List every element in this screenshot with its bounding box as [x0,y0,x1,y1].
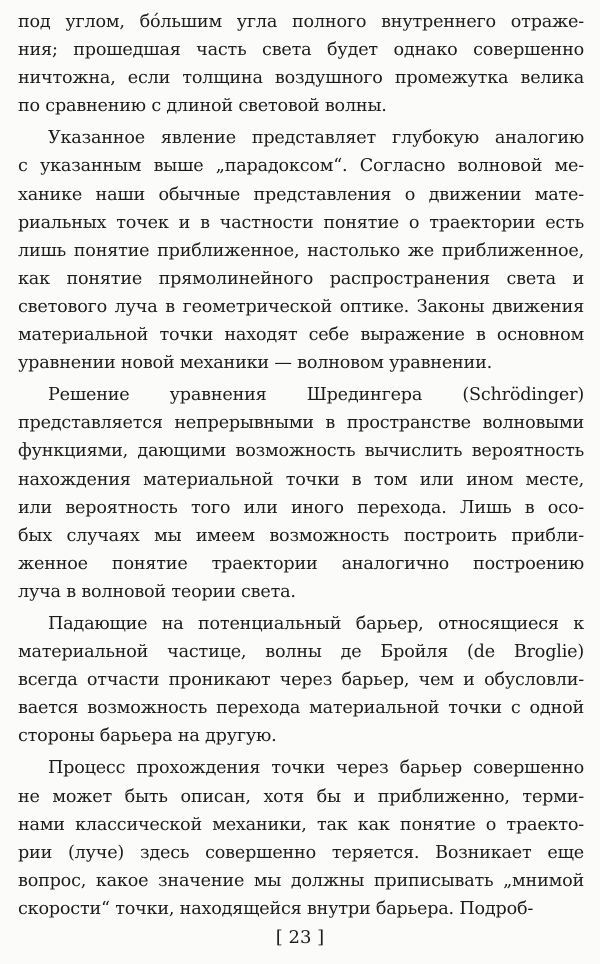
text-line: женное понятие траектории аналогично построению [18,553,584,574]
text-line: рии (луче) здесь совершенно теряется. Возникает еще [18,842,584,863]
text-line: Указанное явление представляет глубокую аналогию [48,128,584,149]
text-line: риальных точек и в частности понятие о траектории есть [18,212,584,233]
paragraph [18,381,584,606]
text-line: функциями, дающими возможность вычислить вероятность [18,441,584,462]
text-line: ничтожна, если толщина воздушного промежутка велика [18,68,584,89]
paragraph [18,610,584,750]
text-line: всегда отчасти проникают через барьер, чем и обусловли- [18,670,584,691]
text-line: как понятие прямолинейного распространения света и [18,268,584,289]
text-line: или вероятность того или иного перехода. Лишь в осо- [18,497,584,518]
text-line: луча в волновой теории света. [18,581,296,602]
text-line: представляется непрерывными в пространстве волновыми [18,413,584,434]
text-line: вается возможность перехода материальной точки с одной [18,698,584,719]
text-line: уравнении новой механики — волновом уравнении. [18,353,493,374]
text-line: лишь понятие приближенное, настолько же приближенное, [18,240,584,261]
text-line: с указанным выше „парадоксом“. Согласно волновой ме- [18,156,584,177]
paragraph [18,124,584,377]
text-line: светового луча в геометрической оптике. Законы движения [18,296,584,317]
text-line: вопрос, какое значение мы должны приписывать „мнимой [18,870,584,891]
text-line: нахождения материальной точки в том или ином месте, [18,469,584,490]
text-line: материальной точки находят себе выражение в основном [18,325,584,346]
paragraph [18,8,584,120]
paragraph [18,754,584,923]
text-line: скорости“ точки, находящейся внутри барьера. Подроб- [18,898,534,919]
body-text [18,8,584,923]
text-line: нами классической механики, так как понятие о траекто- [18,814,584,835]
text-line: ханике наши обычные представления о движении мате- [18,184,584,205]
page-number: [ 23 ] [275,927,325,948]
text-line: под углом, бо́льшим угла полного внутреннего отраже- [18,12,584,32]
text-line: бых случаях мы имеем возможность построить прибли- [18,525,584,546]
text-line: Процесс прохождения точки через барьер совершенно [48,758,584,779]
text-line: стороны барьера на другую. [18,726,277,747]
text-line: ния; прошедшая часть света будет однако совершенно [18,40,584,61]
text-line: Решение уравнения Шредингера (Schrödinger) [48,385,584,406]
text-line: материальной частице, волны де Бройля (de Broglie) [18,642,584,663]
text-line: по сравнению с длиной световой волны. [18,96,387,117]
text-line: не может быть описан, хотя бы и приближенно, терми- [18,786,584,807]
text-line: Падающие на потенциальный барьер, относящиеся к [48,613,584,634]
